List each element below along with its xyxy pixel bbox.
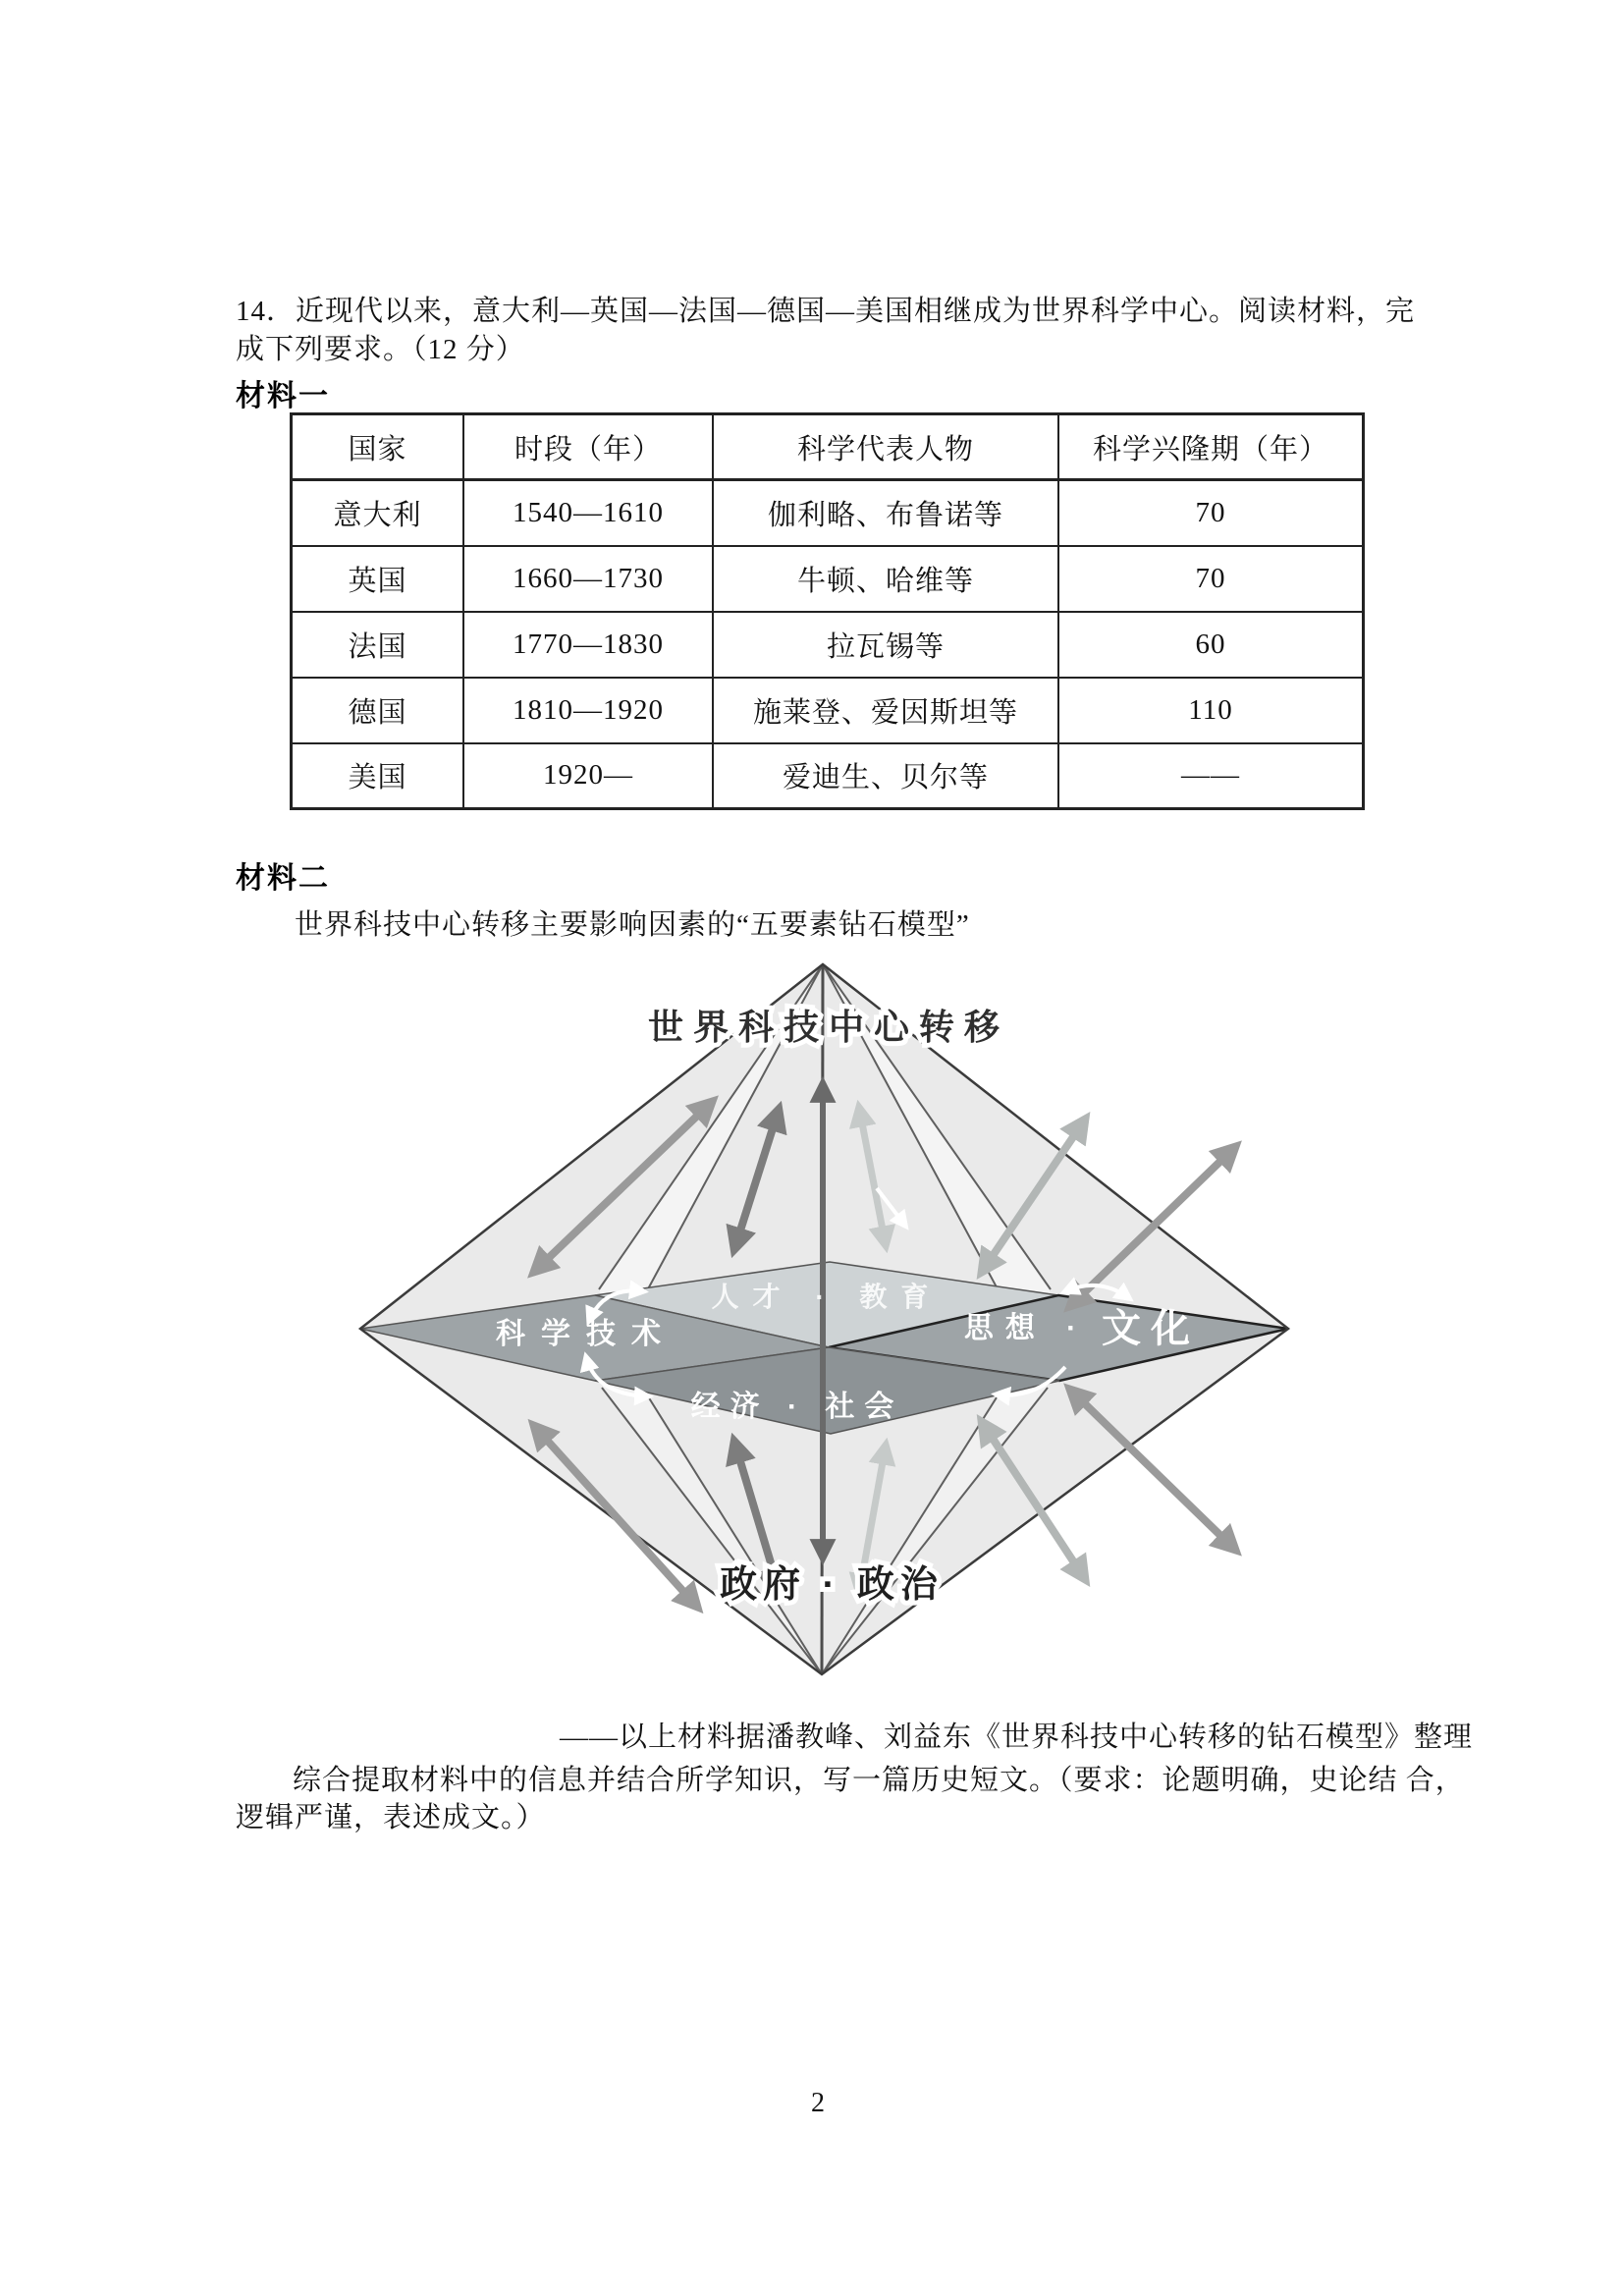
table-cell: 1920—	[463, 743, 713, 809]
table-cell: 60	[1058, 612, 1364, 678]
diamond-model-figure	[324, 923, 1325, 1709]
task-line-1: 综合提取材料中的信息并结合所学知识，写一篇历史短文。（要求：论题明确，史论结 合，	[293, 1765, 1465, 1796]
table-cell: ——	[1058, 743, 1364, 809]
table-cell: 美国	[292, 743, 464, 809]
task-line-2: 逻辑严谨，表述成文。）	[236, 1802, 546, 1833]
table-cell: 伽利略、布鲁诺等	[713, 480, 1058, 546]
table-header-row	[292, 414, 1364, 480]
table-cell: 70	[1058, 546, 1364, 612]
table-cell: 1810—1920	[463, 678, 713, 743]
table-cell: 1770—1830	[463, 612, 713, 678]
table-cell: 施莱登、爱因斯坦等	[713, 678, 1058, 743]
table-cell: 爱迪生、贝尔等	[713, 743, 1058, 809]
talent-education-label: 人才 · 教育	[711, 1282, 943, 1312]
table-cell: 1540—1610	[463, 480, 713, 546]
table-cell: 70	[1058, 480, 1364, 546]
table-row	[292, 612, 1364, 678]
table-cell: 110	[1058, 678, 1364, 743]
table-header-cell: 科学代表人物	[713, 414, 1058, 480]
table-header-cell: 国家	[292, 414, 464, 480]
table-header-cell: 时段（年）	[463, 414, 713, 480]
table-row	[292, 546, 1364, 612]
economy-society-label: 经济 · 社会	[690, 1391, 904, 1423]
table-cell: 英国	[292, 546, 464, 612]
table-row	[292, 743, 1364, 809]
figure-title: 世界科技中心转移	[647, 1007, 1010, 1047]
thought-label: 思想 ·	[963, 1312, 1089, 1344]
government-politics-label: 政府 · 政治	[720, 1564, 944, 1606]
table-cell: 法国	[292, 612, 464, 678]
table-cell: 牛顿、哈维等	[713, 546, 1058, 612]
table-header-cell: 科学兴隆期（年）	[1058, 414, 1364, 480]
question-line-2: 成下列要求。（12 分）	[236, 334, 525, 365]
source-citation: ——以上材料据潘教峰、刘益东《世界科技中心转移的钻石模型》整理	[560, 1722, 1474, 1753]
material-two-intro: 世界科技中心转移主要影响因素的“五要素钻石模型”	[295, 909, 970, 941]
science-centers-table	[290, 412, 1365, 810]
question-line-1: 14．近现代以来，意大利—英国—法国—德国—美国相继成为世界科学中心。阅读材料，完	[236, 296, 1416, 327]
page-number: 2	[811, 2088, 825, 2118]
material-two-label: 材料二	[236, 862, 330, 895]
table-row	[292, 480, 1364, 546]
culture-label: 文化	[1102, 1307, 1200, 1350]
table-cell: 德国	[292, 678, 464, 743]
table-cell: 意大利	[292, 480, 464, 546]
table-cell: 1660—1730	[463, 546, 713, 612]
science-tech-label: 科学技术	[496, 1318, 676, 1350]
table-cell: 拉瓦锡等	[713, 612, 1058, 678]
material-one-label: 材料一	[236, 380, 330, 412]
table-row	[292, 678, 1364, 743]
